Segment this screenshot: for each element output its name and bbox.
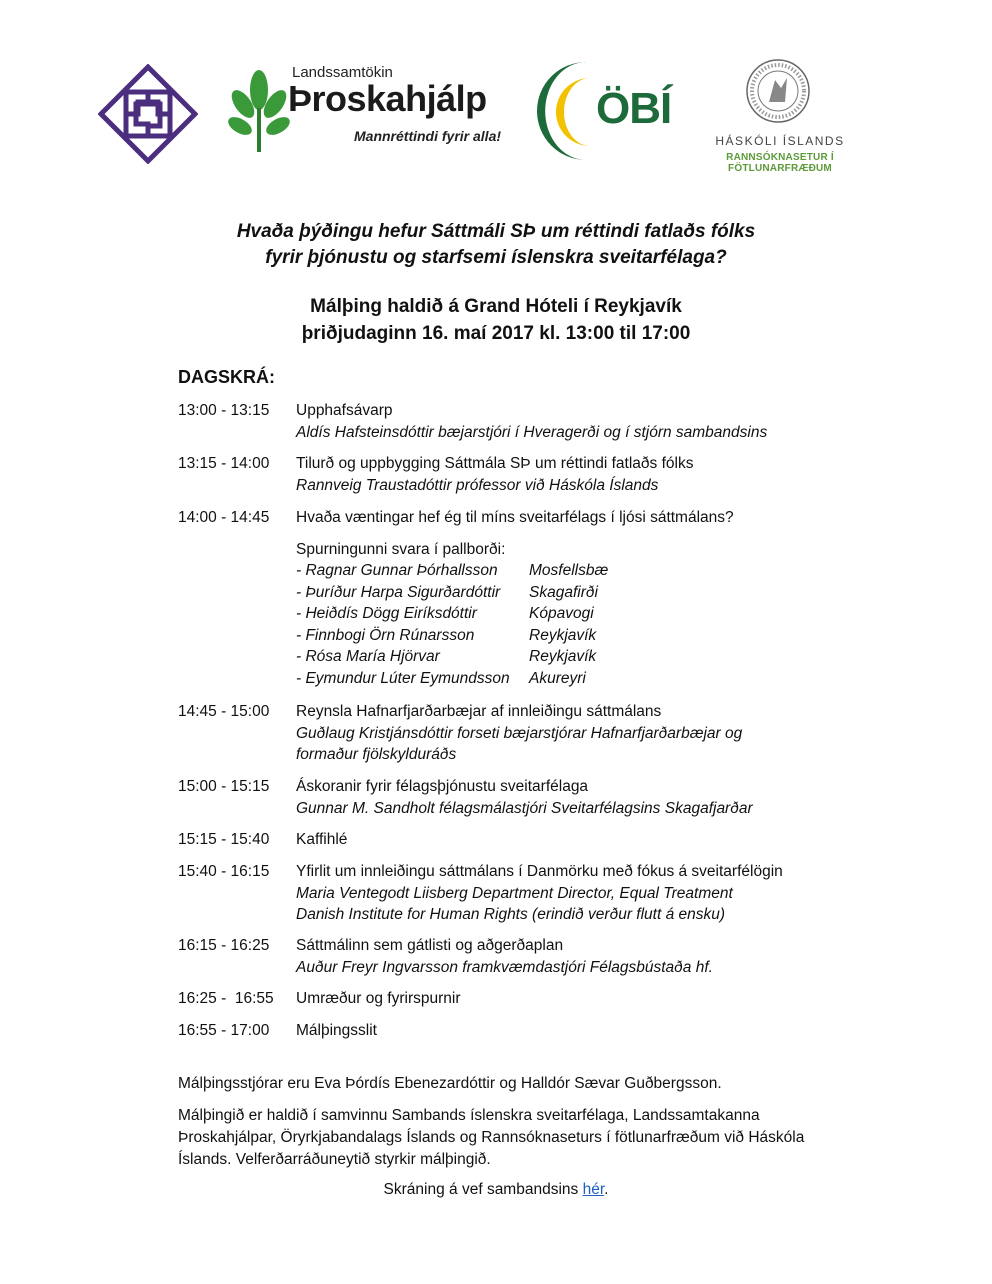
agenda-speaker: Aldís Hafsteinsdóttir bæjarstjóri í Hveragerði og í stjórn sambandsins [296,423,768,441]
panel-member [296,582,856,604]
agenda-time: 14:00 - 14:45 [178,509,270,526]
subtitle-line-1: Málþing haldið á Grand Hóteli í Reykjavík [310,296,682,317]
agenda-speaker: Rannveig Traustadóttir prófessor við Háskóla Íslands [296,476,659,494]
panel-member [296,668,856,690]
agenda-speaker: Gunnar M. Sandholt félagsmálastjóri Sveitarfélagsins Skagafjarðar [296,799,753,817]
main-title-line-1: Hvaða þýðingu hefur Sáttmáli SÞ um réttindi fatlaðs fólks [236,221,756,242]
agenda-speaker-cont: Danish Institute for Human Rights (erindið verður flutt á ensku) [296,906,726,923]
agenda-time: 13:15 - 14:00 [178,455,270,472]
agenda-speaker: Guðlaug Kristjánsdóttir forseti bæjarstjórar Hafnarfjarðarbæjar og [296,724,743,742]
agenda-speaker-cont: formaður fjölskylduráðs [296,746,457,763]
sambandid-logo [98,64,198,164]
agenda-title: Hvaða væntingar hef ég til míns sveitarfélags í ljósi sáttmálans? [296,509,734,526]
obi-name: ÖBÍ [596,84,672,133]
panel-member-name: - Heiðdís Dögg Eiríksdóttir [296,605,477,622]
agenda-title: Umræður og fyrirspurnir [296,990,461,1007]
collaboration-line-2: Þroskahjálpar, Öryrkjabandalags Íslands og Rannsóknaseturs í fötlunarfræðum við Háskóla [178,1129,805,1146]
agenda-title: Upphafsávarp [296,402,393,419]
agenda-time: 16:25 - 16:55 [178,990,274,1007]
panel-member [296,646,856,668]
panel-member-name: - Þuríður Harpa Sigurðardóttir [296,583,501,601]
panel-member [296,603,856,625]
panel-member-place: Kópavogi [529,605,594,622]
panel-member-name: - Rósa María Hjörvar [296,648,440,665]
collaboration-paragraph [178,1105,868,1171]
leaf-icon [228,68,290,154]
throskahjalp-slogan: Mannréttindi fyrir alla! [354,128,502,144]
agenda-speaker: Maria Ventegodt Liisberg Department Director, Equal Treatment [296,884,733,902]
obi-logo [534,56,674,166]
agenda-time: 16:55 - 17:00 [178,1022,270,1039]
registration-line [0,1181,992,1199]
agenda-title: Kaffihlé [296,831,348,848]
dagskra-heading: DAGSKRÁ: [178,367,275,387]
agenda-time: 15:00 - 15:15 [178,778,270,795]
agenda-time: 16:15 - 16:25 [178,937,270,954]
panel-member [296,560,856,582]
throskahjalp-name: Þroskahjálp [288,78,487,119]
registration-text: Skráning á vef sambandsins [383,1181,583,1198]
agenda-time: 15:15 - 15:40 [178,831,270,848]
agenda-title: Reynsla Hafnarfjarðarbæjar af innleiðingu sáttmálans [296,703,662,720]
registration-end: . [604,1181,609,1198]
sambandid-emblem-icon [98,64,198,164]
university-seal-icon [745,58,811,124]
panel-member-place: Mosfellsbæ [529,562,609,579]
panel-member-name: - Ragnar Gunnar Þórhallsson [296,562,498,579]
haskoli-name: HÁSKÓLI ÍSLANDS [715,134,845,148]
agenda-speaker: Auður Freyr Ingvarsson framkvæmdastjóri Félagsbústaða hf. [296,958,713,976]
panel-member [296,625,856,647]
panel-member-place: Skagafirði [529,583,598,601]
throskahjalp-small-text: Landssamtökin [292,64,393,81]
throskahjalp-logo [228,62,518,162]
main-title-line-2: fyrir þjónustu og starfsemi íslenskra sveitarfélaga? [265,247,727,268]
panel-member-name: - Finnbogi Örn Rúnarsson [296,626,475,644]
haskoli-sub: RANNSÓKNASETUR Í FÖTLUNARFRÆÐUM [726,152,834,174]
agenda-title: Áskoranir fyrir félagsþjónustu sveitarfélaga [296,778,589,795]
agenda-time: 13:00 - 13:15 [178,402,270,419]
agenda-time: 15:40 - 16:15 [178,863,270,880]
collaboration-line-1: Málþingið er haldið í samvinnu Sambands íslenskra sveitarfélaga, Landssamtakanna [178,1107,760,1124]
panel-member-place: Reykjavík [529,648,597,665]
agenda-title: Yfirlit um innleiðingu sáttmálans í Danmörku með fókus á sveitarfélögin [296,863,783,880]
agenda-title: Sáttmálinn sem gátlisti og aðgerðaplan [296,937,564,954]
haskoli-islands-logo [675,58,885,174]
panel-member-place: Reykjavík [529,626,597,644]
moderators-text: Málþingsstjórar eru Eva Þórdís Ebenezardóttir og Halldór Sævar Guðbergsson. [178,1075,722,1092]
panel-intro: Spurningunni svara í pallborði: [296,540,506,558]
subtitle-line-2: þriðjudaginn 16. maí 2017 kl. 13:00 til 17:00 [301,323,691,344]
registration-link[interactable]: hér [582,1181,605,1198]
agenda-title: Málþingsslit [296,1022,377,1039]
collaboration-line-3: Íslands. Velferðarráðuneytið styrkir málþingið. [178,1151,491,1168]
panel-member-place: Akureyri [529,669,586,687]
agenda-time: 14:45 - 15:00 [178,703,270,720]
panel-member-name: - Eymundur Lúter Eymundsson [296,669,510,687]
agenda-title: Tilurð og uppbygging Sáttmála SÞ um réttindi fatlaðs fólks [296,455,694,472]
